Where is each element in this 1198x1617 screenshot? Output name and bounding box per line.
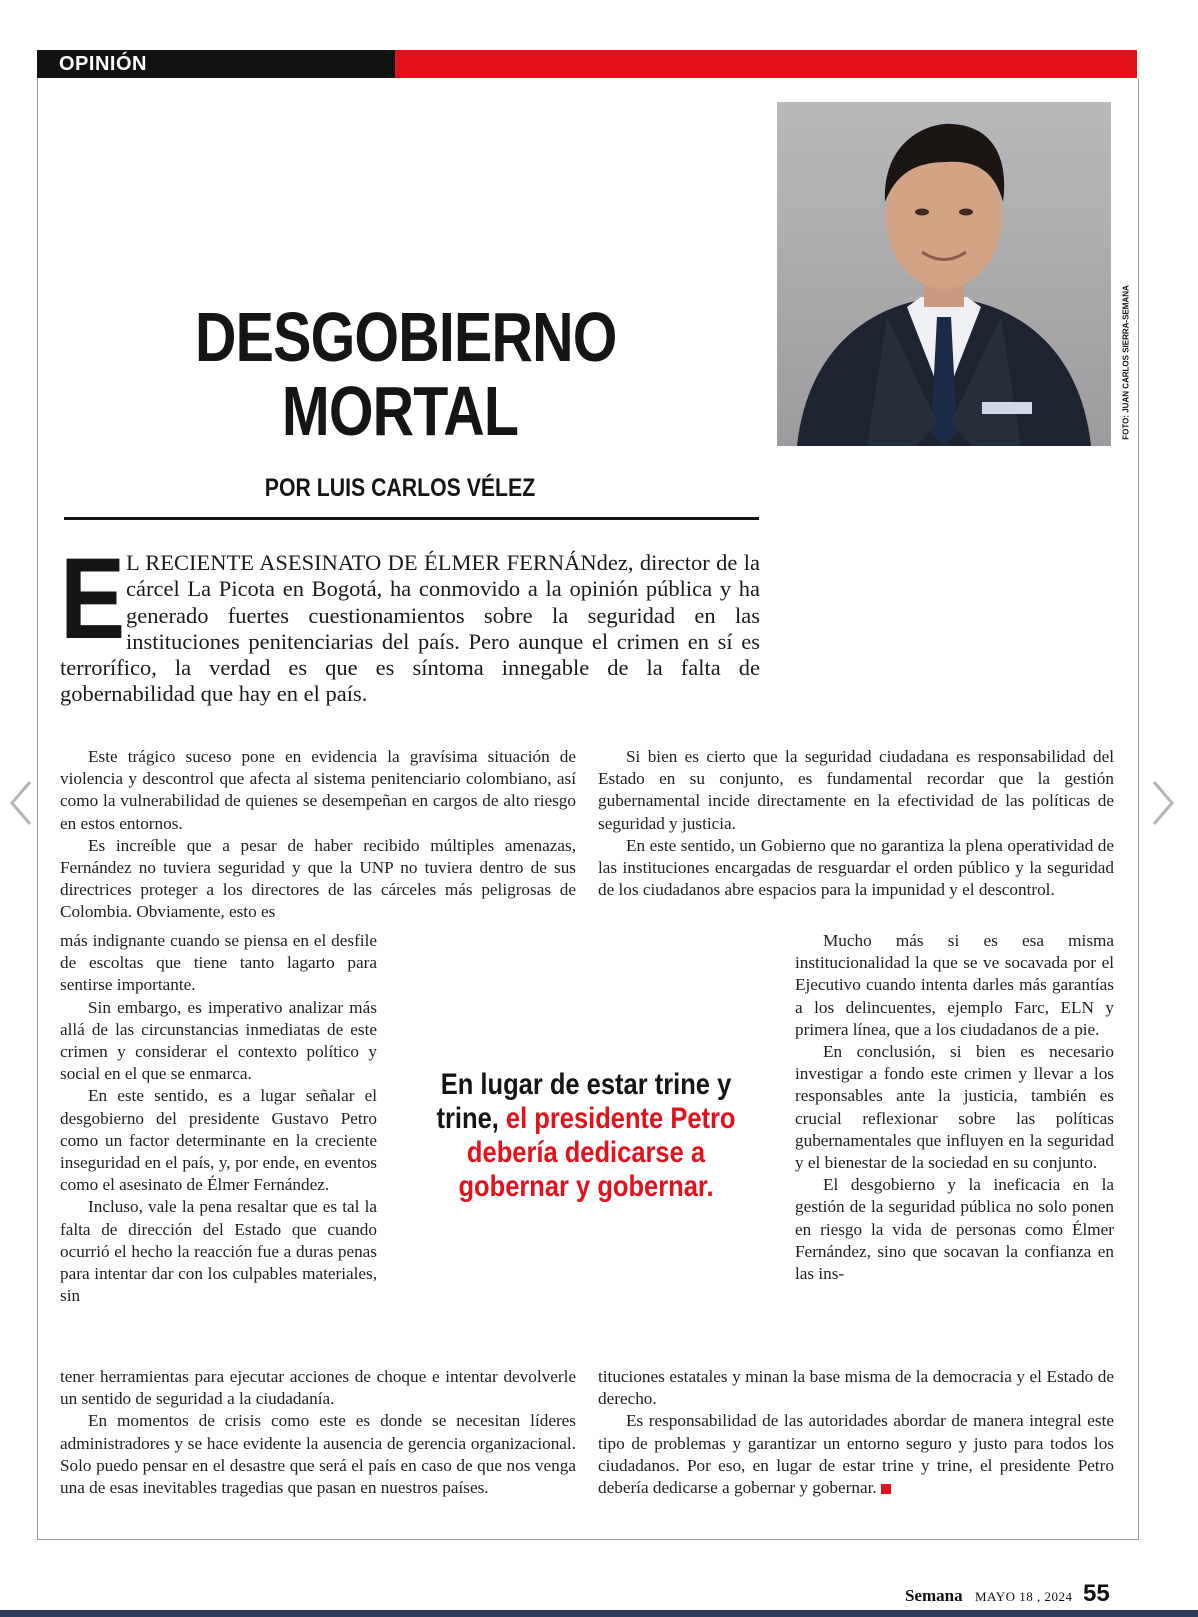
column-right-bottom bbox=[598, 1366, 1114, 1499]
page-footer bbox=[905, 1580, 1115, 1610]
lead-paragraph bbox=[60, 535, 760, 708]
pull-quote-black: En lugar de estar trine y trine, bbox=[436, 1068, 732, 1135]
photo-credit bbox=[1113, 285, 1133, 446]
lead-text: L RECIENTE ASESINATO DE ÉLMER FERNÁNdez, director de la cárcel La Picota en Bogotá, ha conmovido a la opinión pública y ha generado fuertes cuestionamientos sobre la seguridad en las instituciones penitenciarias del país. Pero aunque el crimen en sí es terrorífico, la verdad es que es síntoma innegable de la falta de gobernabilidad que hay en el país. bbox=[60, 550, 760, 707]
page-number: 55 bbox=[1083, 1580, 1110, 1607]
chevron-right-icon[interactable] bbox=[1148, 778, 1178, 828]
headline-rule bbox=[64, 517, 759, 520]
paragraph: Mucho más si es esa misma institucionalidad la que se ve socavada por el Ejecutivo cuando intenta darles más garantías a los delincuentes, ejemplo Farc, ELN y primera línea, que a los ciudadanos de a pie. bbox=[795, 931, 1114, 1039]
viewer-bottom-bar bbox=[0, 1610, 1198, 1617]
headline bbox=[195, 298, 617, 450]
paragraph: tituciones estatales y minan la base misma de la democracia y el Estado de derecho. bbox=[598, 1367, 1114, 1409]
drop-cap: E bbox=[60, 535, 126, 663]
column-left-bottom bbox=[60, 1366, 576, 1499]
column-left-narrow bbox=[60, 930, 377, 1307]
end-mark-icon bbox=[881, 1484, 891, 1494]
paragraph: más indignante cuando se piensa en el desfile de escoltas que tiene tanto lagarto para sentirse importante. bbox=[60, 931, 377, 995]
paragraph: El desgobierno y la ineficacia en la gestión de la seguridad pública no solo ponen en riesgo la vida de personas como Élmer Fernández, sino que socavan la confianza en las ins- bbox=[795, 1175, 1114, 1284]
closing-text: Es responsabilidad de las autoridades abordar de manera integral este tipo de problemas y garantizar un entorno seguro y justo para todos los ciudadanos. Por eso, en lugar de estar trine y trine, el presidente Petro debería dedicarse a gobernar y gobernar. bbox=[598, 1411, 1114, 1498]
paragraph: En este sentido, un Gobierno que no garantiza la plena operatividad de las instituciones encargadas de resguardar el orden público y la seguridad de los ciudadanos abre espacios para la impunidad y el descontrol. bbox=[598, 835, 1114, 900]
column-right-narrow bbox=[795, 930, 1114, 1285]
column-left-top bbox=[60, 746, 576, 924]
chevron-left-icon[interactable] bbox=[6, 778, 36, 828]
pull-quote-red: el presidente Petro debería dedicarse a gobernar y gobernar. bbox=[458, 1102, 736, 1203]
footer-date: MAYO 18 , 2024 bbox=[975, 1589, 1073, 1604]
author-photo bbox=[777, 102, 1111, 446]
paragraph: tener herramientas para ejecutar acciones de choque e intentar devolverle un sentido de seguridad a la ciudadanía. bbox=[60, 1367, 576, 1409]
photo-credit-text: FOTO: JUAN CARLOS SIERRA-SEMANA bbox=[1121, 285, 1131, 440]
section-label: OPINIÓN bbox=[37, 50, 395, 78]
section-header-bar bbox=[37, 50, 1137, 78]
paragraph: Si bien es cierto que la seguridad ciudadana es responsabilidad del Estado en su conjunto, es fundamental recordar que la gestión gubernamental incide directamente en la efectividad de las políticas de seguridad y justicia. bbox=[598, 747, 1114, 833]
headline-line1: DESGOBIERNO bbox=[195, 298, 617, 376]
section-accent-bar bbox=[395, 50, 1137, 78]
paragraph: Sin embargo, es imperativo analizar más allá de las circunstancias inmediatas de este crimen y considerar el contexto político y social en el que se enmarca. bbox=[60, 997, 377, 1084]
paragraph bbox=[598, 1410, 1114, 1499]
byline: POR LUIS CARLOS VÉLEZ bbox=[264, 474, 536, 502]
paragraph: Es increíble que a pesar de haber recibido múltiples amenazas, Fernández no tuviera seguridad y que la UNP no tuviera dentro de sus directrices proteger a los directores de las cárceles más peligrosas de Colombia. Obviamente, esto es bbox=[60, 835, 576, 922]
paragraph: Incluso, vale la pena resaltar que es tal la falta de dirección del Estado que cuando ocurrió el hecho la reacción fue a duras penas para intentar dar con los culpables materiales, sin bbox=[60, 1197, 377, 1306]
pull-quote bbox=[435, 1068, 738, 1204]
paragraph: En este sentido, es a lugar señalar el desgobierno del presidente Gustavo Petro como un factor determinante en la creciente inseguridad en el país, y, por ende, en eventos como el asesinato de Élmer Fernández. bbox=[60, 1086, 377, 1195]
column-right-top bbox=[598, 746, 1114, 901]
paragraph: En momentos de crisis como este es donde se necesitan líderes administradores y se hace evidente la ausencia de gerencia organizacional. Solo puedo pensar en el desastre que será el país en caso de que nos venga una de esas inevitables tragedias que pasan en nuestros países. bbox=[60, 1411, 576, 1498]
paragraph: Este trágico suceso pone en evidencia la gravísima situación de violencia y descontrol que afecta al sistema penitenciario colombiano, así como la vulnerabilidad de quienes se desempeñan en cargos de alto riesgo en estos entornos. bbox=[60, 747, 576, 833]
paragraph: En conclusión, si bien es necesario investigar a fondo este crimen y llevar a los responsables ante la justicia, también es crucial reflexionar sobre las políticas gubernamentales que influyen en la seguridad y el bienestar de la sociedad en su conjunto. bbox=[795, 1042, 1114, 1173]
footer-brand: Semana bbox=[905, 1586, 963, 1605]
headline-line2: MORTAL bbox=[281, 372, 519, 450]
